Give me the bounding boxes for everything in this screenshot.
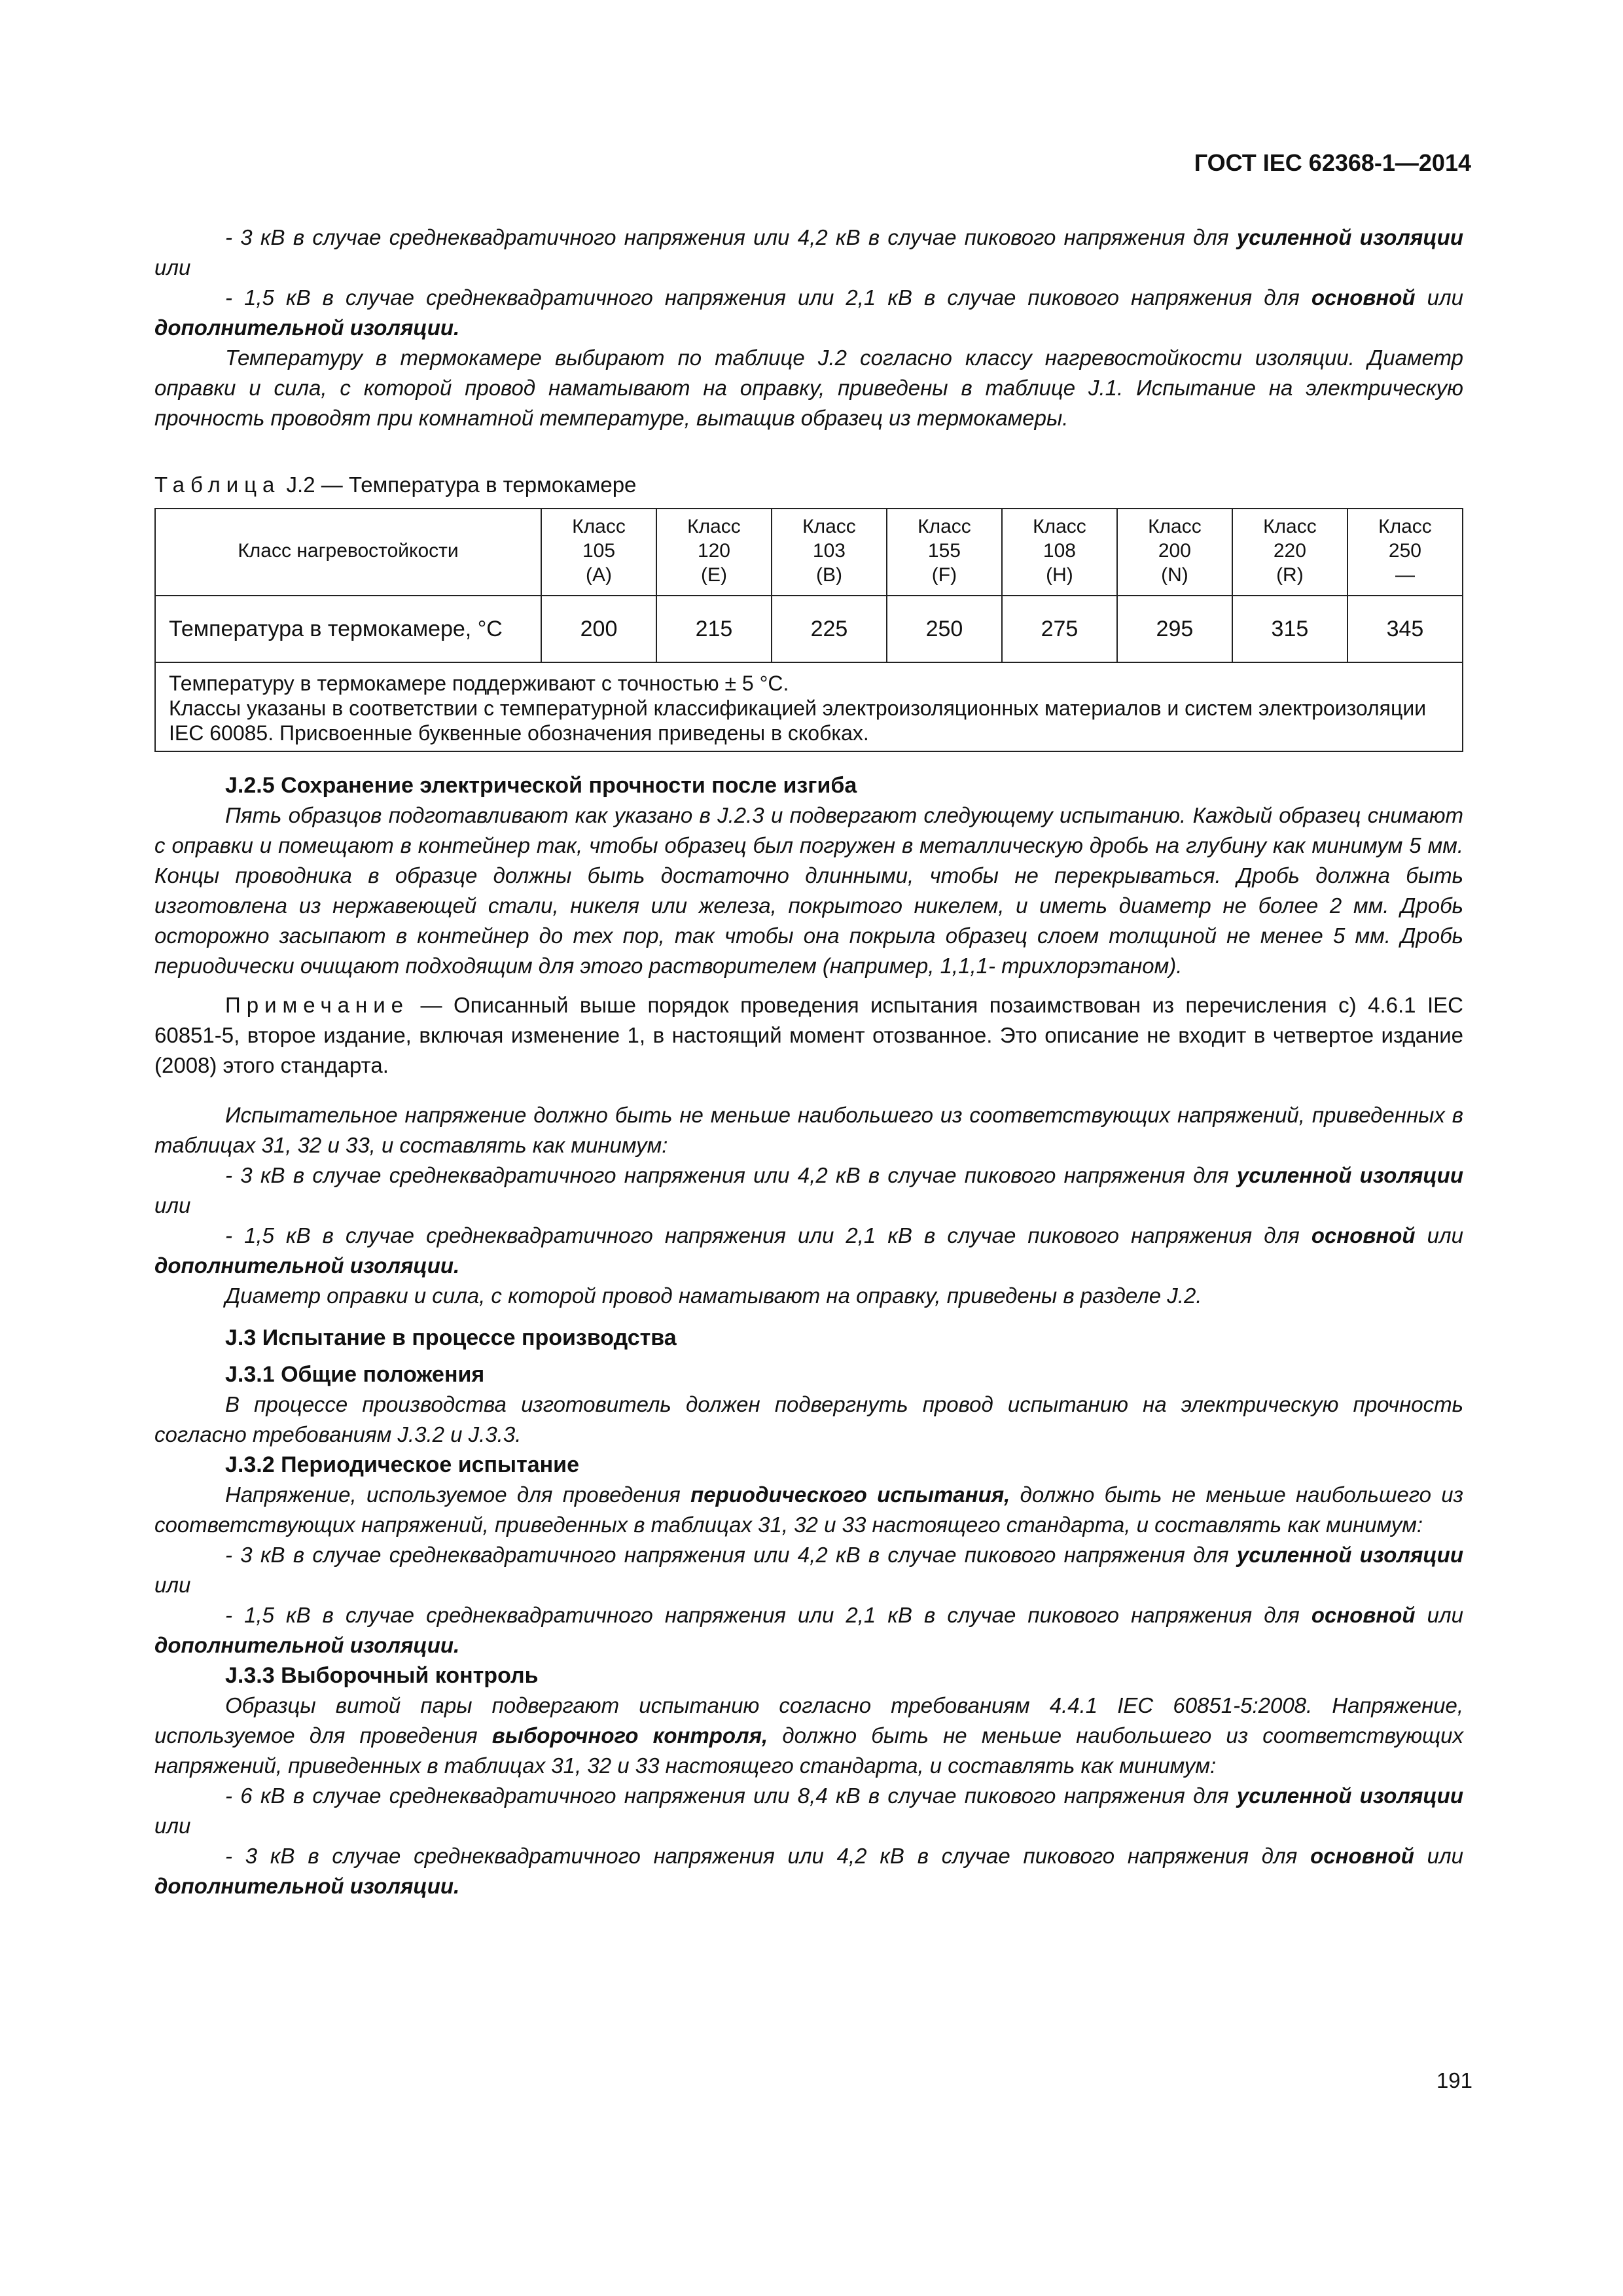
- list-item: [154, 223, 1463, 283]
- class-num: 108: [1043, 540, 1076, 562]
- list-text: - 6 кВ в случае среднеквадратичного напряжения или 8,4 кВ в случае пикового напряжения для: [225, 1784, 1237, 1808]
- note-paragraph: [154, 990, 1463, 1081]
- list-emphasis: усиленной изоляции: [1236, 1784, 1463, 1808]
- table-cell: 215: [656, 596, 772, 662]
- list-emphasis: основной: [1311, 1223, 1416, 1247]
- caption-word: Таблица: [154, 473, 281, 497]
- table-cell: 275: [1002, 596, 1117, 662]
- class-word: Класс: [1263, 516, 1317, 537]
- paragraph: В процессе производства изготовитель должен подвергнуть провод испытанию на электрическую прочность согласно требованиям J.3.2 и J.3.3.: [154, 1392, 1463, 1446]
- list-text: или: [154, 255, 191, 279]
- table-cell: 200: [541, 596, 656, 662]
- paragraph: Температуру в термокамере выбирают по таблице J.2 согласно классу нагревостойкости изоляции. Диаметр оправки и сила, с которой провод наматывают на оправку, приведены в таблице J.1. Испытание на электрическую прочность проводят при комнатной температуре, вытащив образец из термокамеры.: [154, 346, 1463, 430]
- list-text: - 3 кВ в случае среднеквадратичного напряжения или 4,2 кВ в случае пикового напряжения для: [225, 225, 1237, 249]
- table-note-row: [155, 662, 1463, 751]
- subsection-heading: J.3.3 Выборочный контроль: [225, 1663, 539, 1688]
- list-text: или: [1414, 1844, 1463, 1868]
- class-num: 103: [812, 540, 846, 562]
- class-num: 120: [697, 540, 730, 562]
- paragraph: Пять образцов подготавливают как указано в J.2.3 и подвергают следующему испытанию. Каждый образец снимают с оправки и помещают в контейнер так, чтобы образец был погружен в металлическую дробь на глубину как минимум 5 мм. Концы проводника в образце должны быть достаточно длинными, чтобы не перекрываться. Дробь должна быть изготовлена из нержавеющей стали, никеля или железа, покрытого никелем, и иметь диаметр не более 2 мм. Дробь осторожно засыпают в контейнер до тех пор, так чтобы она покрыла образец слоем толщиной не менее 5 мм. Дробь периодически очищают подходящим для этого растворителем (например, 1,1,1- трихлорэтаном).: [154, 803, 1463, 978]
- table-header-row: [155, 509, 1463, 596]
- table-row: [155, 596, 1463, 662]
- table-cell: 345: [1347, 596, 1463, 662]
- class-letter: —: [1395, 564, 1415, 586]
- list-emphasis: основной: [1311, 1603, 1416, 1627]
- class-letter: (N): [1161, 564, 1188, 586]
- class-num: 105: [582, 540, 616, 562]
- page-number: 191: [1436, 2068, 1472, 2092]
- list-emphasis: дополнительной изоляции.: [154, 1874, 460, 1898]
- list-text: или: [154, 1814, 191, 1838]
- row-label: Температура в термокамере, °С: [155, 596, 541, 662]
- para-text: должно быть не меньше наибольшего из соответствующих напряжений, приведенных в таблицах 31, 32 и 33 настоящего стандарта, и составлять как минимум:: [154, 1723, 1463, 1778]
- table-cell: 295: [1117, 596, 1232, 662]
- list-emphasis: усиленной изоляции: [1236, 225, 1463, 249]
- list-text: или: [154, 1193, 191, 1217]
- list-emphasis: дополнительной изоляции.: [154, 1633, 460, 1657]
- note-line: Классы указаны в соответствии с температурной классификацией электроизоляционных материалов и систем электроизоляции IEC 60085. Присвоенные буквенные обозначения приведены в скобках.: [169, 696, 1427, 745]
- list-text: - 3 кВ в случае среднеквадратичного напряжения или 4,2 кВ в случае пикового напряжения для: [225, 1844, 1311, 1868]
- temperature-table: [154, 508, 1463, 752]
- class-letter: (H): [1046, 564, 1073, 586]
- subsection-heading: J.3.1 Общие положения: [225, 1362, 485, 1387]
- class-letter: (R): [1276, 564, 1304, 586]
- para-text: должно быть не меньше наибольшего из соответствующих напряжений, приведенных в таблицах 31, 32 и 33 настоящего стандарта, и составлять как минимум:: [154, 1482, 1463, 1537]
- list-item: [154, 1540, 1463, 1600]
- table-caption: [154, 470, 1463, 500]
- document-header: ГОСТ IEC 62368-1—2014: [1194, 149, 1471, 176]
- class-num: 220: [1273, 540, 1306, 562]
- list-text: или: [154, 1573, 191, 1597]
- class-cell: [541, 509, 656, 596]
- subsection-heading: J.3.2 Периодическое испытание: [225, 1452, 579, 1477]
- list-emphasis: дополнительной изоляции.: [154, 315, 460, 340]
- caption-title: J.2 — Температура в термокамере: [280, 473, 637, 497]
- list-text: или: [1415, 1603, 1463, 1627]
- section-heading: J.3 Испытание в процессе производства: [225, 1325, 677, 1350]
- note-text: — Описанный выше порядок проведения испытания позаимствован из перечисления с) 4.6.1 IEC 60851-5, второе издание, включая изменение 1, в настоящий момент отозванное. Это описание не входит в четвертое издание (2008) этого стандарта.: [154, 993, 1463, 1077]
- class-cell: [772, 509, 887, 596]
- class-word: Класс: [1148, 516, 1202, 537]
- class-cell: [1347, 509, 1463, 596]
- class-word: Класс: [802, 516, 856, 537]
- list-text: - 1,5 кВ в случае среднеквадратичного напряжения или 2,1 кВ в случае пикового напряжения для: [225, 285, 1311, 310]
- list-text: - 3 кВ в случае среднеквадратичного напряжения или 4,2 кВ в случае пикового напряжения для: [225, 1163, 1237, 1187]
- class-cell: [656, 509, 772, 596]
- para-text: Образцы витой пары подвергают испытанию согласно требованиям 4.4.1 IEC 60851-5:2008. Напряжение, используемое для проведения: [154, 1693, 1463, 1748]
- paragraph: Диаметр оправки и сила, с которой провод наматывают на оправку, приведены в разделе J.2.: [225, 1283, 1202, 1308]
- header-label: Класс нагревостойкости: [155, 509, 541, 596]
- list-item: [154, 1160, 1463, 1221]
- class-letter: (E): [700, 564, 727, 586]
- table-cell: 250: [887, 596, 1002, 662]
- class-letter: (B): [815, 564, 842, 586]
- para-text: Напряжение, используемое для проведения: [225, 1482, 691, 1507]
- list-text: или: [1415, 1223, 1463, 1247]
- paragraph: Испытательное напряжение должно быть не меньше наибольшего из соответствующих напряжений, приведенных в таблицах 31, 32 и 33, и составлять как минимум:: [154, 1103, 1463, 1157]
- section-heading: J.2.5 Сохранение электрической прочности после изгиба: [225, 773, 857, 798]
- class-num: 250: [1388, 540, 1421, 562]
- list-item: [154, 1600, 1463, 1660]
- list-item: [154, 283, 1463, 343]
- list-item: [154, 1841, 1463, 1901]
- class-cell: [1002, 509, 1117, 596]
- class-letter: (F): [931, 564, 957, 586]
- list-emphasis: основной: [1310, 1844, 1414, 1868]
- class-cell: [1117, 509, 1232, 596]
- class-cell: [1232, 509, 1347, 596]
- class-num: 200: [1158, 540, 1191, 562]
- paragraph: [154, 1480, 1463, 1540]
- paragraph: [154, 1691, 1463, 1781]
- list-item: [154, 1221, 1463, 1281]
- class-letter: (A): [585, 564, 612, 586]
- note-line: Температуру в термокамере поддерживают с точностью ± 5 °С.: [169, 672, 789, 695]
- list-text: - 3 кВ в случае среднеквадратичного напряжения или 4,2 кВ в случае пикового напряжения для: [225, 1543, 1237, 1567]
- class-cell: [887, 509, 1002, 596]
- class-word: Класс: [1378, 516, 1432, 537]
- list-text: или: [1415, 285, 1463, 310]
- page-content: [154, 223, 1463, 1901]
- list-emphasis: усиленной изоляции: [1236, 1163, 1463, 1187]
- list-item: [154, 1781, 1463, 1841]
- class-word: Класс: [687, 516, 741, 537]
- list-text: - 1,5 кВ в случае среднеквадратичного напряжения или 2,1 кВ в случае пикового напряжения для: [225, 1603, 1311, 1627]
- list-emphasis: дополнительной изоляции.: [154, 1253, 460, 1278]
- class-num: 155: [927, 540, 961, 562]
- note-word: Примечание: [225, 993, 410, 1017]
- list-text: - 1,5 кВ в случае среднеквадратичного напряжения или 2,1 кВ в случае пикового напряжения для: [225, 1223, 1311, 1247]
- table-cell: 225: [772, 596, 887, 662]
- list-emphasis: основной: [1311, 285, 1416, 310]
- para-emphasis: периодического испытания,: [690, 1482, 1010, 1507]
- list-emphasis: усиленной изоляции: [1236, 1543, 1463, 1567]
- class-word: Класс: [572, 516, 626, 537]
- para-emphasis: выборочного контроля,: [491, 1723, 768, 1748]
- class-word: Класс: [918, 516, 971, 537]
- table-cell: 315: [1232, 596, 1347, 662]
- table-note: [155, 662, 1463, 751]
- class-word: Класс: [1033, 516, 1086, 537]
